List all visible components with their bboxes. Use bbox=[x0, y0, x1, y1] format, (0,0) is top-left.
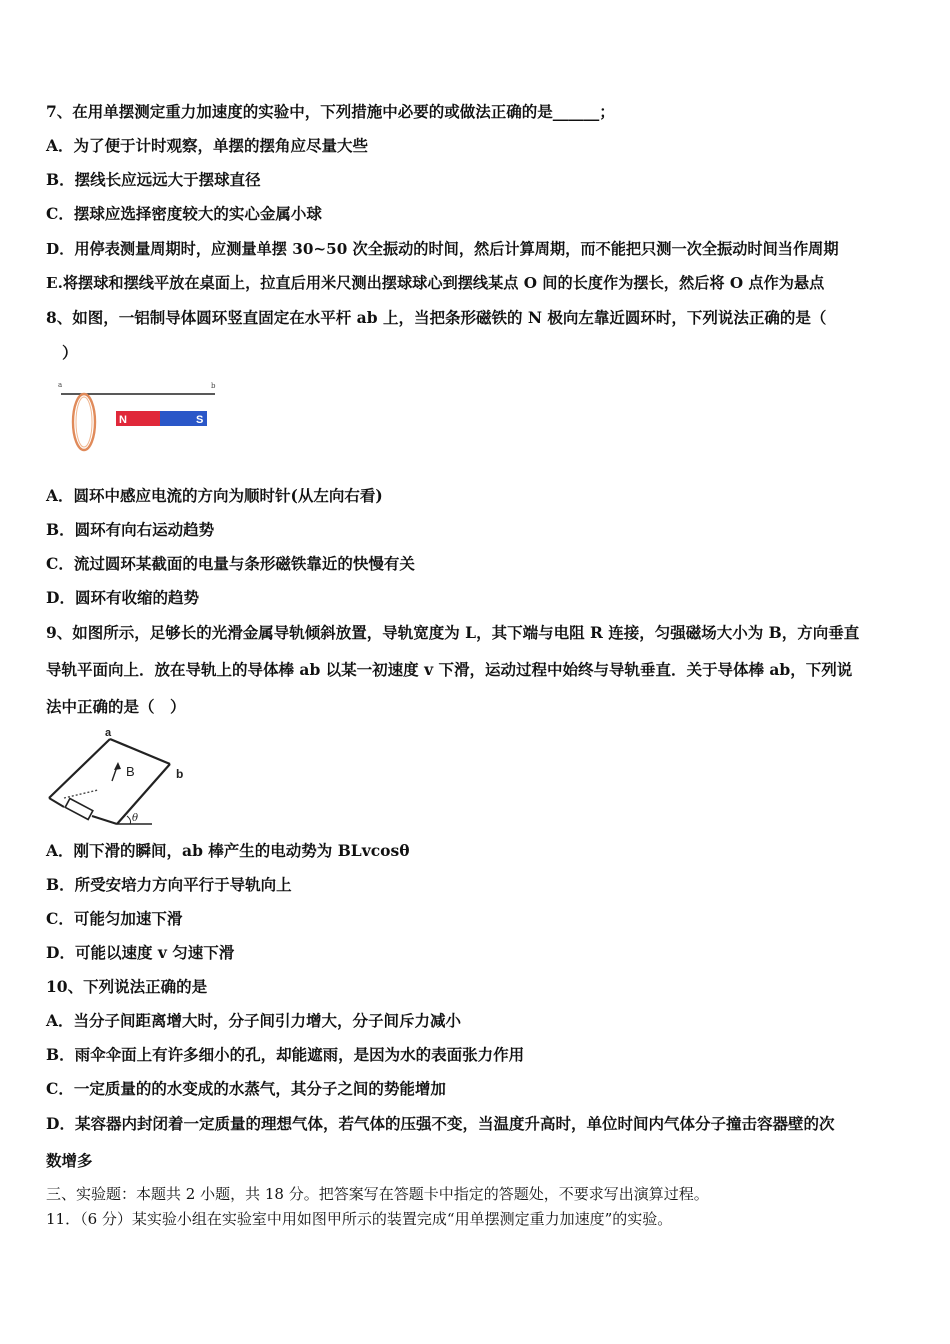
dashed-guide bbox=[64, 790, 98, 798]
q8-stem-end: ） bbox=[62, 343, 78, 362]
q10-stem: 10、下列说法正确的是 bbox=[46, 977, 208, 996]
q8-option-a: A．圆环中感应电流的方向为顺时针(从左向右看) bbox=[46, 486, 383, 505]
q8-stem: 8、如图，一铝制导体圆环竖直固定在水平杆 ab 上，当把条形磁铁的 N 极向左靠近圆环时，下列说法正确的是（ bbox=[46, 308, 827, 327]
conductor-rod-ab bbox=[110, 739, 170, 764]
angle-arc bbox=[127, 816, 131, 824]
resistor-r bbox=[65, 798, 93, 819]
magnet-s-label: S bbox=[196, 414, 204, 426]
q9-option-b: B．所受安培力方向平行于导轨向上 bbox=[46, 875, 292, 894]
q7-stem: 7、在用单摆测定重力加速度的实验中，下列措施中必要的或做法正确的是______； bbox=[46, 102, 615, 121]
q7-option-b: B．摆线长应远远大于摆球直径 bbox=[46, 170, 261, 189]
lower-right-rail bbox=[117, 764, 170, 824]
q7-option-d: D．用停表测量周期时，应测量单摆 30~50 次全振动的时间，然后计算周期，而不能把只测一次全振动时间当作周期 bbox=[46, 240, 839, 258]
q9-figure-inclined-rails bbox=[42, 724, 202, 834]
q10-option-d-line2: 数增多 bbox=[46, 1151, 93, 1170]
q9-option-d: D．可能以速度 v 匀速下滑 bbox=[46, 943, 235, 962]
section3-heading: 三、实验题：本题共 2 小题，共 18 分。把答案写在答题卡中指定的答题处，不要求写出演算过程。 bbox=[46, 1185, 709, 1203]
q10-option-c: C．一定质量的的水变成的水蒸气，其分子之间的势能增加 bbox=[46, 1079, 446, 1098]
q8-label-b: b bbox=[211, 382, 216, 390]
q8-figure-ring-magnet bbox=[55, 378, 220, 458]
q8-option-b: B．圆环有向右运动趋势 bbox=[46, 520, 215, 539]
q8-option-d: D．圆环有收缩的趋势 bbox=[46, 588, 199, 607]
q9-stem-line3: 法中正确的是（ ） bbox=[46, 697, 186, 716]
q9-label-b: b bbox=[176, 767, 184, 781]
magnet-n-label: N bbox=[119, 414, 127, 426]
q9-label-theta: θ bbox=[132, 813, 139, 824]
ring-inner-edge bbox=[76, 397, 92, 447]
q10-option-a: A．当分子间距离增大时，分子间引力增大，分子间斥力减小 bbox=[46, 1011, 462, 1030]
q9-label-field-b: B bbox=[126, 764, 135, 779]
q11-stem: 11．（6 分）某实验小组在实验室中用如图甲所示的装置完成“用单摆测定重力加速度”的实验。 bbox=[46, 1210, 673, 1228]
q7-option-a: A．为了便于计时观察，单摆的摆角应尽量大些 bbox=[46, 136, 369, 155]
q10-option-b: B．雨伞伞面上有许多细小的孔，却能遮雨，是因为水的表面张力作用 bbox=[46, 1045, 525, 1064]
field-arrow-head bbox=[114, 762, 121, 770]
q7-option-c: C．摆球应选择密度较大的实心金属小球 bbox=[46, 204, 322, 223]
q9-stem-line1: 9、如图所示，足够长的光滑金属导轨倾斜放置，导轨宽度为 L，其下端与电阻 R 连接，匀强磁场大小为 B，方向垂直 bbox=[46, 623, 860, 642]
wire-right bbox=[92, 816, 117, 824]
q10-option-d-line1: D．某容器内封闭着一定质量的理想气体，若气体的压强不变，当温度升高时，单位时间内气体分子撞击容器壁的次 bbox=[46, 1114, 835, 1133]
q9-option-a: A．刚下滑的瞬间，ab 棒产生的电动势为 BLvcosθ bbox=[46, 841, 410, 860]
q9-label-a: a bbox=[105, 727, 112, 739]
q9-option-c: C．可能匀加速下滑 bbox=[46, 909, 183, 928]
upper-left-rail bbox=[49, 739, 110, 798]
wire-left bbox=[49, 798, 64, 807]
q8-option-c: C．流过圆环某截面的电量与条形磁铁靠近的快慢有关 bbox=[46, 554, 415, 573]
q7-option-e: E.将摆球和摆线平放在桌面上，拉直后用米尺测出摆球球心到摆线某点 O 间的长度作为摆长，然后将 O 点作为悬点 bbox=[46, 274, 825, 292]
q9-stem-line2: 导轨平面向上．放在导轨上的导体棒 ab 以某一初速度 v 下滑，运动过程中始终与导轨垂直．关于导体棒 ab，下列说 bbox=[46, 660, 853, 679]
q8-label-a: a bbox=[58, 381, 63, 389]
